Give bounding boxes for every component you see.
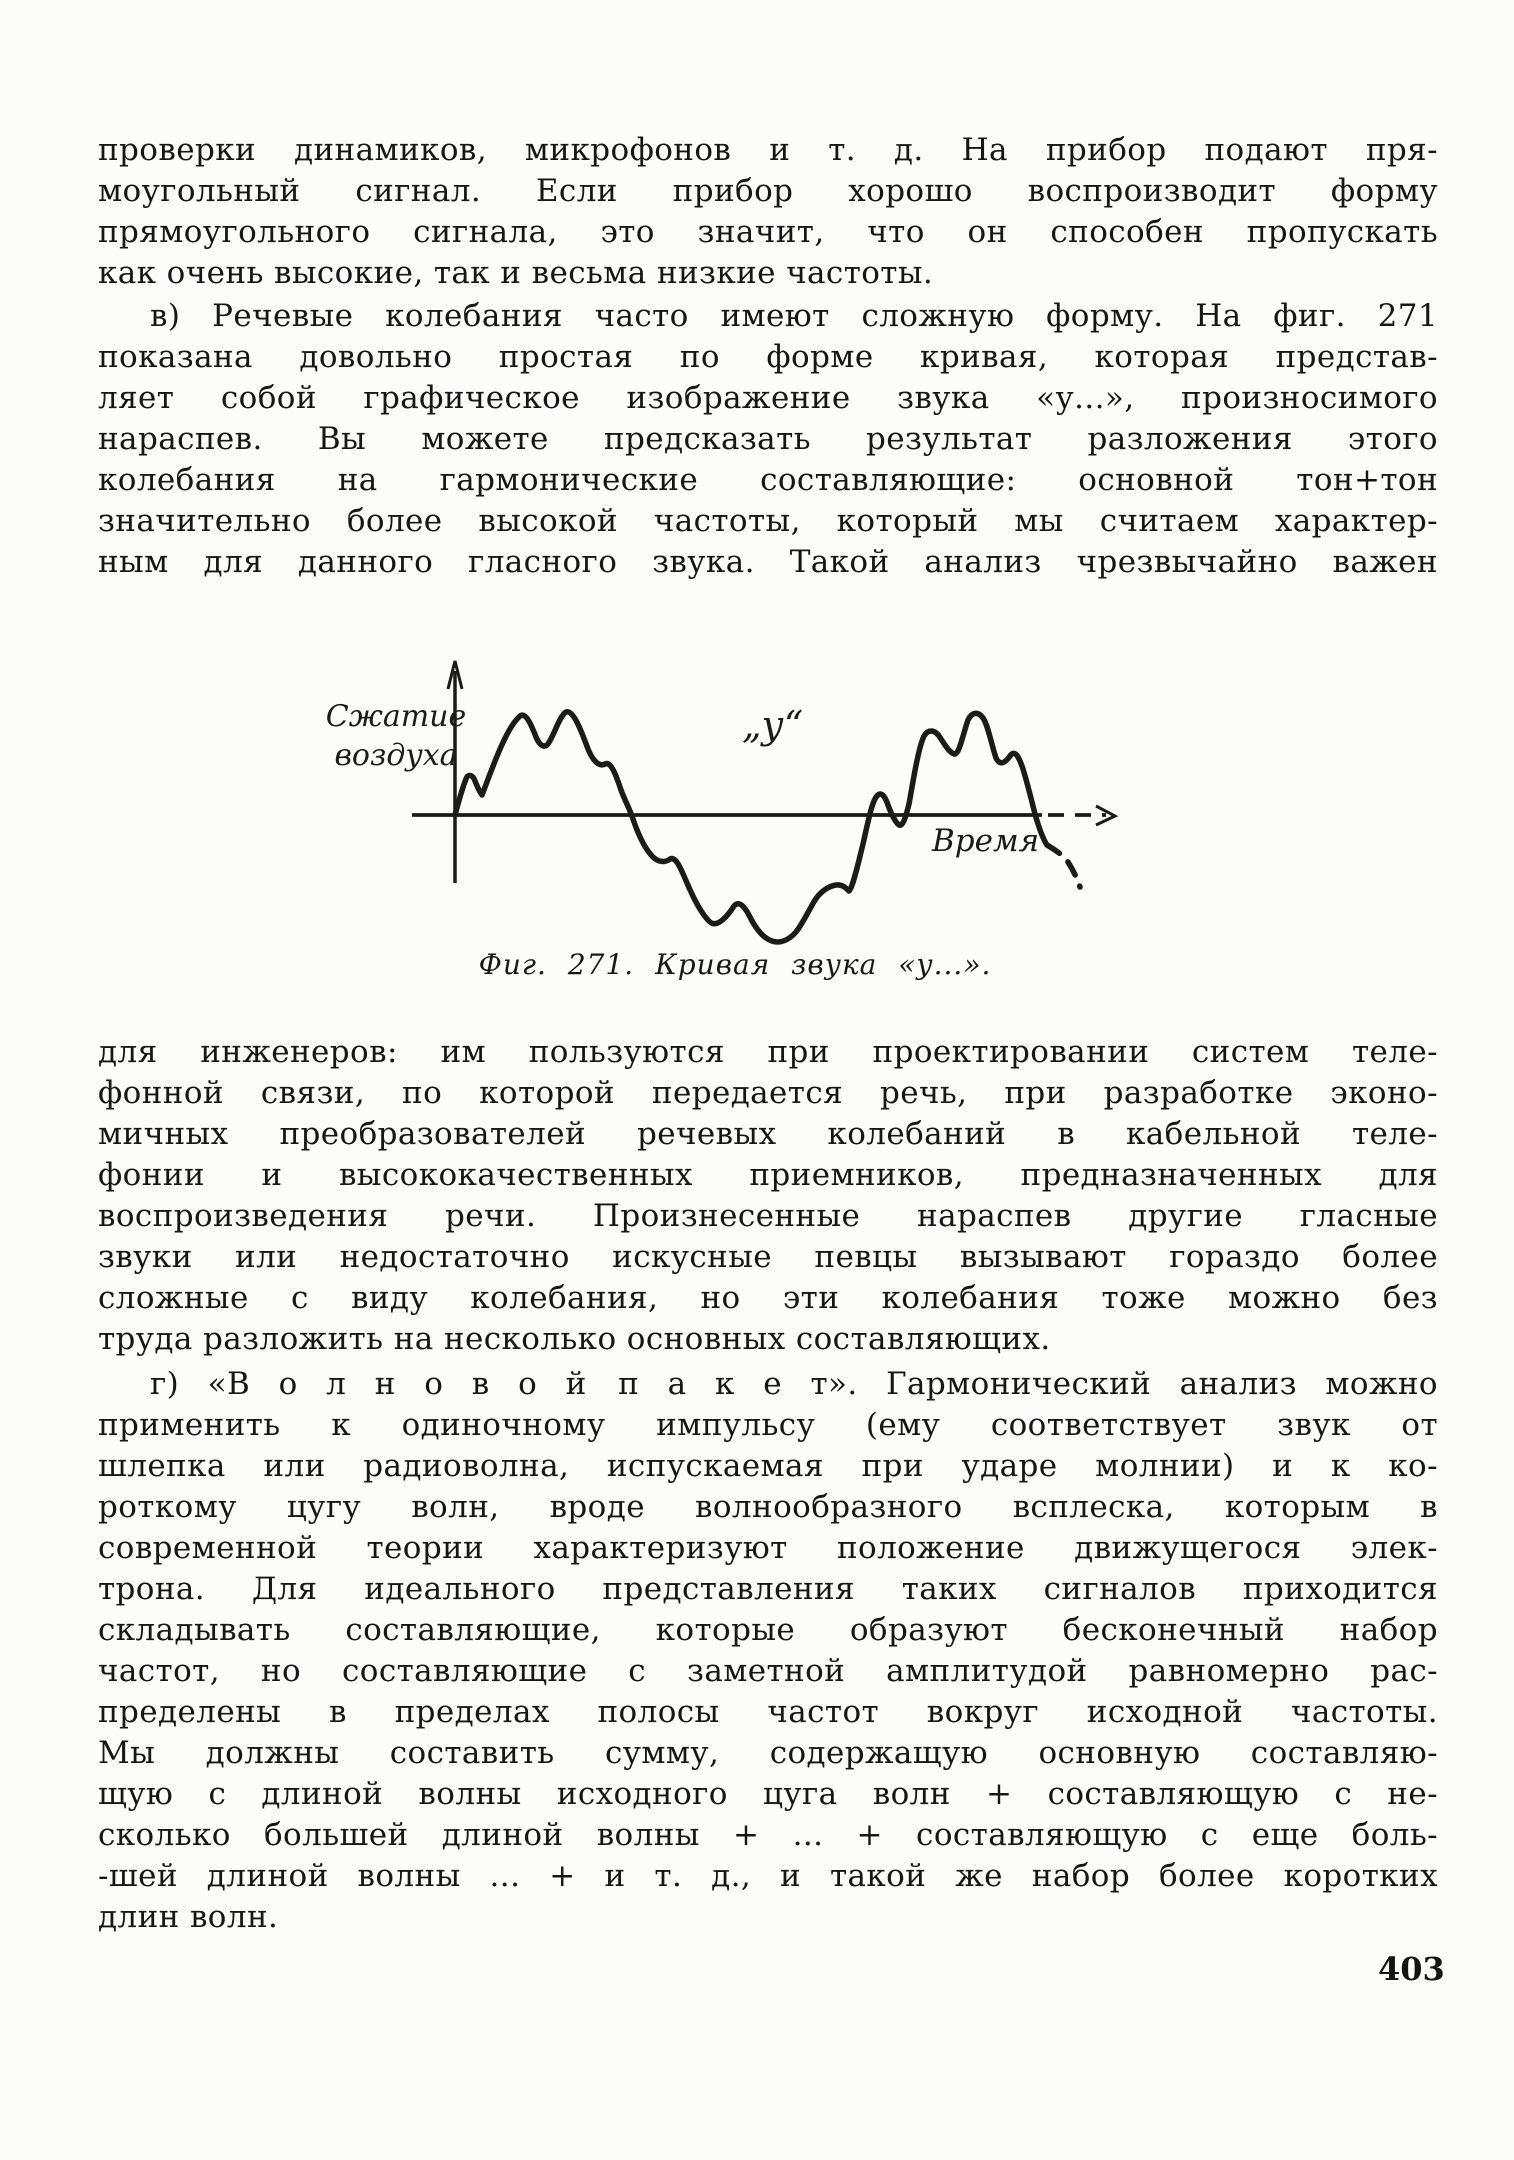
page-number: 403 — [1378, 1950, 1445, 1988]
paragraph-2 — [98, 296, 1438, 583]
text-line: проверки динамиков, микрофонов и т. д. На прибор подают пря- — [98, 132, 1438, 168]
text-line: как очень высокие, так и весьма низкие частоты. — [98, 255, 934, 291]
text-line: фонной связи, по которой передается речь, при разработке эконо- — [98, 1075, 1438, 1111]
text-line: колебания на гармонические составляющие: основной тон+тон — [98, 462, 1438, 498]
text-line: -шей длиной волны ... + и т. д., и такой же набор более коротких — [98, 1858, 1438, 1894]
text-line: применить к одиночному импульсу (ему соответствует звук от — [98, 1407, 1438, 1443]
figure-caption: Фиг. 271. Кривая звука «у...». — [478, 948, 992, 981]
text-line: труда разложить на несколько основных составляющих. — [98, 1321, 1051, 1357]
text-line: звуки или недостаточно искусные певцы вызывают гораздо более — [98, 1239, 1438, 1275]
text-line: сколько большей длиной волны + ... + составляющую с еще боль- — [98, 1817, 1438, 1853]
text-line: сложные с виду колебания, но эти колебания тоже можно без — [98, 1280, 1438, 1316]
x-axis-label: Время — [932, 823, 1040, 859]
text-line: мичных преобразователей речевых колебаний в кабельной теле- — [98, 1116, 1438, 1152]
text-line: складывать составляющие, которые образуют бесконечный набор — [98, 1612, 1438, 1648]
sound-curve-dashed-tail — [1047, 845, 1080, 887]
text-line: значительно более высокой частоты, который мы считаем характер- — [98, 503, 1438, 539]
text-line: в) Речевые колебания часто имеют сложную форму. На фиг. 271 — [150, 298, 1438, 334]
text-line: для инженеров: им пользуются при проектировании систем теле- — [98, 1034, 1438, 1070]
text-line: показана довольно простая по форме кривая, которая представ- — [98, 339, 1438, 375]
text-line: роткому цугу волн, вроде волнообразного всплеска, которым в — [98, 1489, 1438, 1525]
paragraph-4 — [98, 1364, 1438, 1938]
text-line: воспроизведения речи. Произнесенные нараспев другие гласные — [98, 1198, 1438, 1234]
text-line: г) «В о л н о в о й п а к е т». Гармонический анализ можно — [150, 1366, 1438, 1402]
text-line: щую с длиной волны исходного цуга волн + составляющую с не- — [98, 1776, 1438, 1812]
text-line: трона. Для идеального представления таких сигналов приходится — [98, 1571, 1438, 1607]
text-line: Мы должны составить сумму, содержащую основную составляю- — [98, 1735, 1438, 1771]
text-line: нараспев. Вы можете предсказать результат разложения этого — [98, 421, 1438, 457]
text-line: прямоугольного сигнала, это значит, что он способен пропускать — [98, 214, 1438, 250]
y-axis-label-line1: Сжатие — [325, 699, 467, 734]
text-line: моугольный сигнал. Если прибор хорошо воспроизводит форму — [98, 173, 1438, 209]
text-line: пределены в пределах полосы частот вокруг исходной частоты. — [98, 1694, 1438, 1730]
text-line: фонии и высококачественных приемников, предназначенных для — [98, 1157, 1438, 1193]
paragraph-3 — [98, 1032, 1438, 1360]
figure-271 — [290, 645, 1180, 1045]
text-line: частот, но составляющие с заметной амплитудой равномерно рас- — [98, 1653, 1438, 1689]
curve-label: „у“ — [742, 703, 804, 747]
y-axis-label — [312, 697, 480, 775]
text-line: шлепка или радиоволна, испускаемая при ударе молнии) и к ко- — [98, 1448, 1438, 1484]
paragraph-1 — [98, 130, 1438, 294]
text-line: длин волн. — [98, 1899, 279, 1935]
waveform-svg — [290, 645, 1180, 955]
y-axis-label-line2: воздуха — [334, 738, 458, 773]
text-line: ным для данного гласного звука. Такой анализ чрезвычайно важен — [98, 544, 1438, 580]
text-line: ляет собой графическое изображение звука «у...», произносимого — [98, 380, 1438, 416]
text-line: современной теории характеризуют положение движущегося элек- — [98, 1530, 1438, 1566]
